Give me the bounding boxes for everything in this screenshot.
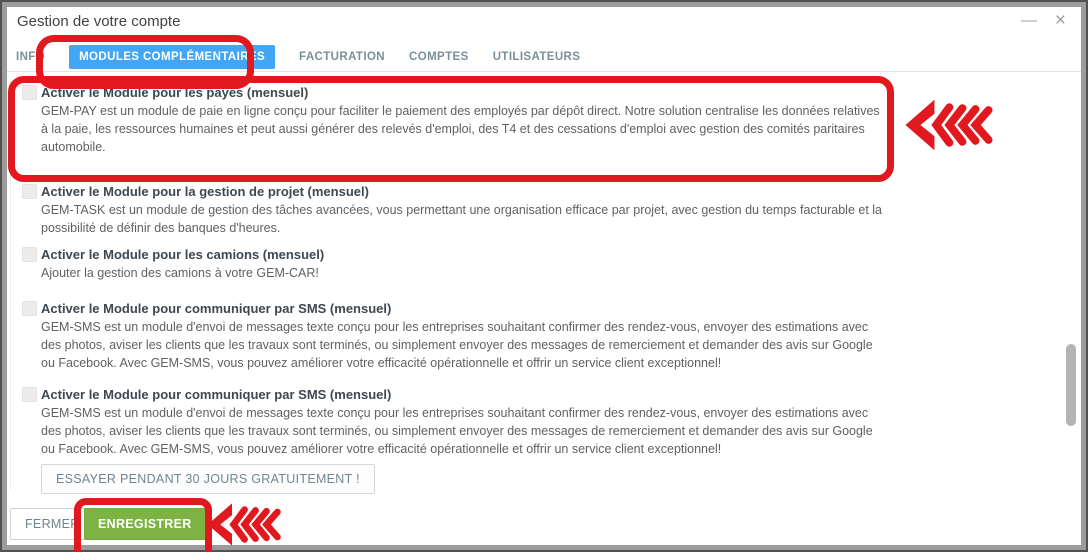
enregistrer-button[interactable]: ENREGISTRER: [84, 508, 206, 540]
save-arrow-annotation: [202, 501, 284, 548]
tab-modules-complementaires[interactable]: MODULES COMPLÉMENTAIRES: [69, 45, 275, 69]
scrollbar-thumb[interactable]: [1066, 344, 1076, 426]
trucks-title: Activer le Module pour les camions (mensuel): [41, 247, 325, 262]
dialog-title: Gestion de votre compte: [17, 13, 181, 30]
window-controls: [1021, 10, 1066, 32]
payroll-title: Activer le Module pour les payes (mensuel): [41, 85, 309, 100]
payroll-arrow-annotation: [900, 97, 995, 153]
sms-2-title: Activer le Module pour communiquer par SMS (mensuel): [41, 387, 392, 402]
minimize-icon[interactable]: —: [1020, 12, 1037, 29]
sms-1-description: GEM-SMS est un module d'envoi de messages texte conçu pour les entreprises souhaitant confirmer des rendez-vous, envoyer des estimations avec des photos, aviser les clients que les travaux sont terminés, ou simplement envoyer des messages de remerciement et demander des avis sur Google ou Facebook. Avec GEM-SMS, vous pouvez améliorer votre efficacité opérationnelle et offrir un service client exceptionnel!: [41, 320, 873, 370]
sms-2-description: GEM-SMS est un module d'envoi de messages texte conçu pour les entreprises souhaitant confirmer des rendez-vous, envoyer des estimations avec des photos, aviser les clients que les travaux sont terminés, ou simplement envoyer des messages de remerciement et demander des avis sur Google ou Facebook. Avec GEM-SMS, vous pouvez améliorer votre efficacité opérationnelle et offrir un service client exceptionnel!: [41, 406, 873, 456]
tab-info[interactable]: INFO: [16, 51, 46, 63]
sms-1-title: Activer le Module pour communiquer par SMS (mensuel): [41, 301, 392, 316]
sms-1-checkbox[interactable]: [22, 301, 37, 316]
project-title: Activer le Module pour la gestion de projet (mensuel): [41, 184, 369, 199]
module-sms-1: [22, 300, 888, 372]
trucks-checkbox[interactable]: [22, 247, 37, 262]
sms-2-checkbox[interactable]: [22, 387, 37, 402]
module-sms-2: [22, 386, 888, 494]
tab-utilisateurs[interactable]: UTILISATEURS: [492, 51, 581, 63]
close-icon[interactable]: ×: [1054, 10, 1066, 31]
tab-comptes[interactable]: COMPTES: [409, 51, 469, 63]
module-project: [22, 183, 888, 237]
tab-facturation[interactable]: FACTURATION: [299, 51, 386, 63]
tab-bar: [16, 45, 580, 69]
project-description: GEM-TASK est un module de gestion des tâches avancées, vous permettant une organisation efficace par projet, avec gestion du temps facturable et la possibilité de définir des banques d'heures.: [41, 203, 882, 235]
module-payroll: [22, 84, 888, 156]
payroll-checkbox[interactable]: [22, 85, 37, 100]
trucks-description: Ajouter la gestion des camions à votre GEM-CAR!: [41, 266, 319, 280]
payroll-description: GEM-PAY est un module de paie en ligne conçu pour faciliter le paiement des employés par dépôt direct. Notre solution centralise les données relatives à la paie, les ressources humaines et peut aussi générer des relevés d'emploi, des T4 et des cessations d'emploi avec gestion des comités paritaires automobile.: [41, 104, 880, 154]
fermer-button[interactable]: FERMER: [10, 508, 95, 540]
tab-divider: [7, 71, 1081, 72]
free-trial-button[interactable]: ESSAYER PENDANT 30 JOURS GRATUITEMENT !: [41, 464, 375, 494]
module-list-guide: [10, 80, 11, 490]
project-checkbox[interactable]: [22, 184, 37, 199]
module-trucks: [22, 246, 888, 282]
